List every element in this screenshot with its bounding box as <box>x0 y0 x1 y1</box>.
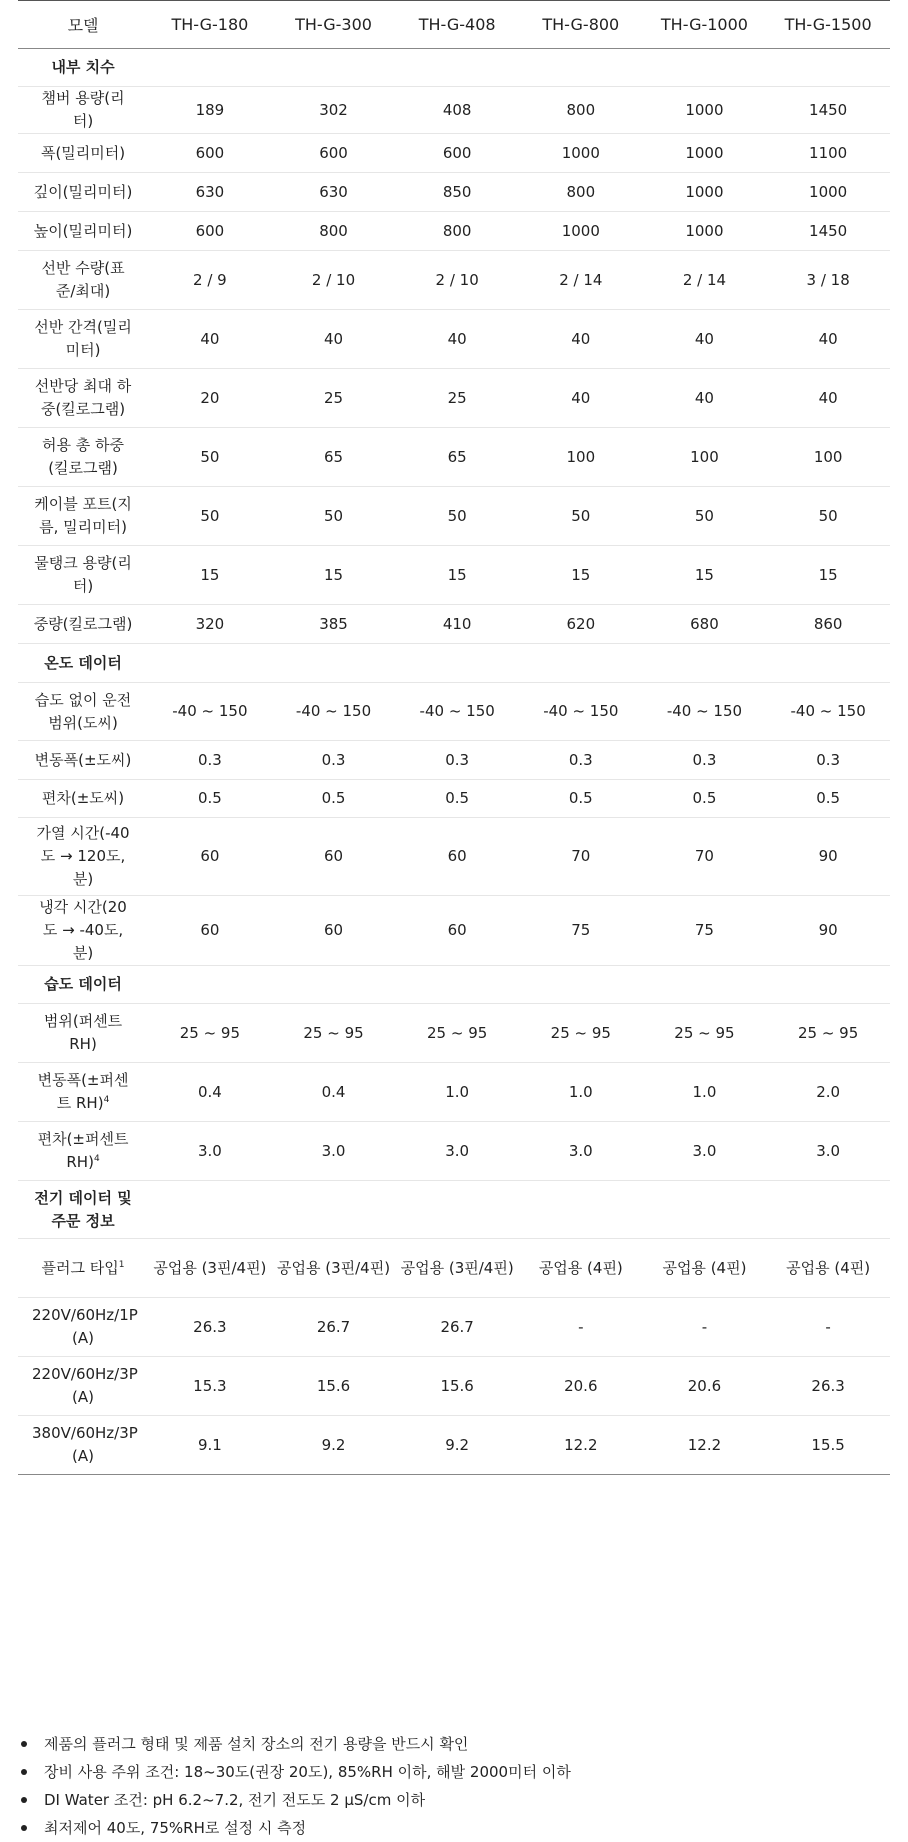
value-cell: 3.0 <box>643 1122 767 1181</box>
table-row <box>18 487 890 546</box>
value-cell: 1000 <box>519 212 643 251</box>
value-cell: 26.7 <box>272 1298 396 1357</box>
empty-cell <box>519 644 643 683</box>
value-cell: 20.6 <box>643 1357 767 1416</box>
value-cell: 1.0 <box>519 1063 643 1122</box>
footnote-text: 장비 사용 주위 조건: 18~30도(권장 20도), 85%RH 이하, 해발 2000미터 이하 <box>44 1763 571 1781</box>
empty-cell <box>272 966 396 1004</box>
table-row <box>18 310 890 369</box>
empty-cell <box>272 644 396 683</box>
value-cell: - <box>766 1298 890 1357</box>
footnote-item <box>18 1786 890 1814</box>
value-cell: 3.0 <box>766 1122 890 1181</box>
value-cell: 0.3 <box>148 741 272 780</box>
table-row <box>18 683 890 741</box>
value-cell: 20 <box>148 369 272 428</box>
value-cell: 600 <box>148 134 272 173</box>
value-cell: 680 <box>643 605 767 644</box>
value-cell: 15 <box>148 546 272 605</box>
empty-cell <box>395 49 519 87</box>
value-cell: 26.7 <box>395 1298 519 1357</box>
value-cell: 60 <box>395 896 519 966</box>
value-cell: 0.3 <box>272 741 396 780</box>
footnote-text: DI Water 조건: pH 6.2~7.2, 전기 전도도 2 μS/cm 이하 <box>44 1791 426 1809</box>
value-cell: 0.5 <box>395 780 519 818</box>
row-label-text: 220V/60Hz/1P (A) <box>32 1306 138 1347</box>
value-cell: 302 <box>272 87 396 134</box>
value-cell: 850 <box>395 173 519 212</box>
value-cell: 70 <box>519 818 643 896</box>
value-cell: 65 <box>272 428 396 487</box>
value-cell: 26.3 <box>148 1298 272 1357</box>
header-cell: TH-G-180 <box>148 1 272 49</box>
value-cell: 15.6 <box>395 1357 519 1416</box>
row-label-text: 습도 없이 운전 범위(도씨) <box>34 690 132 732</box>
value-cell: 50 <box>766 487 890 546</box>
value-cell: 25 ~ 95 <box>148 1004 272 1063</box>
value-cell: 70 <box>643 818 767 896</box>
value-cell: 189 <box>148 87 272 134</box>
value-cell: 600 <box>148 212 272 251</box>
row-label <box>18 546 148 605</box>
value-cell: 26.3 <box>766 1357 890 1416</box>
value-cell: 40 <box>519 369 643 428</box>
value-cell: -40 ~ 150 <box>272 683 396 741</box>
value-cell: 100 <box>643 428 767 487</box>
value-cell: 0.4 <box>148 1063 272 1122</box>
value-cell: 2.0 <box>766 1063 890 1122</box>
value-cell: 3 / 18 <box>766 251 890 310</box>
empty-cell <box>643 966 767 1004</box>
table-header-row <box>18 1 890 49</box>
value-cell: 1450 <box>766 212 890 251</box>
row-label <box>18 251 148 310</box>
value-cell: 1000 <box>643 212 767 251</box>
value-cell: 1.0 <box>643 1063 767 1122</box>
header-cell-model: 모델 <box>18 1 148 49</box>
row-label <box>18 818 148 896</box>
table-row <box>18 369 890 428</box>
value-cell: 0.3 <box>643 741 767 780</box>
row-label-text: 가열 시간(-40도 → 120도, 분) <box>36 824 130 888</box>
row-label-text: 높이(밀리미터) <box>33 221 133 240</box>
value-cell: 공업용 (4핀) <box>643 1239 767 1298</box>
value-cell: 1000 <box>643 87 767 134</box>
empty-cell <box>766 966 890 1004</box>
value-cell: 50 <box>395 487 519 546</box>
table-row <box>18 605 890 644</box>
value-cell: 60 <box>395 818 519 896</box>
row-label <box>18 487 148 546</box>
spec-table-body <box>18 49 890 1475</box>
value-cell: 40 <box>148 310 272 369</box>
value-cell: 90 <box>766 896 890 966</box>
table-row <box>18 87 890 134</box>
value-cell: 15 <box>395 546 519 605</box>
value-cell: 408 <box>395 87 519 134</box>
value-cell: -40 ~ 150 <box>643 683 767 741</box>
empty-cell <box>148 966 272 1004</box>
empty-cell <box>272 1181 396 1239</box>
row-label <box>18 1063 148 1122</box>
value-cell: 40 <box>766 310 890 369</box>
header-cell: TH-G-800 <box>519 1 643 49</box>
section-header-row <box>18 966 890 1004</box>
value-cell: 600 <box>395 134 519 173</box>
value-cell: 60 <box>148 818 272 896</box>
value-cell: 2 / 10 <box>395 251 519 310</box>
value-cell: 15.5 <box>766 1416 890 1475</box>
row-label-text: 허용 총 하중(킬로그램) <box>42 436 125 477</box>
value-cell: 15 <box>519 546 643 605</box>
value-cell: 75 <box>643 896 767 966</box>
section-header-row <box>18 1181 890 1239</box>
row-label-text: 선반당 최대 하중(킬로그램) <box>34 377 132 418</box>
empty-cell <box>272 49 396 87</box>
footnote-item <box>18 1730 890 1758</box>
value-cell: 410 <box>395 605 519 644</box>
section-header-row <box>18 49 890 87</box>
table-row <box>18 741 890 780</box>
section-title: 온도 데이터 <box>18 644 148 683</box>
empty-cell <box>395 644 519 683</box>
row-label-text: 220V/60Hz/3P (A) <box>32 1365 138 1406</box>
value-cell: 75 <box>519 896 643 966</box>
value-cell: -40 ~ 150 <box>395 683 519 741</box>
table-row <box>18 1298 890 1357</box>
value-cell: 50 <box>643 487 767 546</box>
value-cell: 0.3 <box>766 741 890 780</box>
row-label-text: 깊이(밀리미터) <box>33 182 133 201</box>
value-cell: 25 ~ 95 <box>643 1004 767 1063</box>
value-cell: 50 <box>148 428 272 487</box>
row-label <box>18 310 148 369</box>
row-label <box>18 1298 148 1357</box>
value-cell: 15.6 <box>272 1357 396 1416</box>
value-cell: 860 <box>766 605 890 644</box>
table-row <box>18 173 890 212</box>
value-cell: 1000 <box>519 134 643 173</box>
value-cell: 25 ~ 95 <box>519 1004 643 1063</box>
value-cell: 15 <box>766 546 890 605</box>
row-label-text: 챔버 용량(리터) <box>41 89 125 130</box>
row-label <box>18 1239 148 1298</box>
empty-cell <box>395 1181 519 1239</box>
table-row <box>18 1357 890 1416</box>
value-cell: 9.1 <box>148 1416 272 1475</box>
row-label-text: 변동폭(±도씨) <box>34 750 132 769</box>
row-label <box>18 212 148 251</box>
value-cell: 90 <box>766 818 890 896</box>
value-cell: 800 <box>272 212 396 251</box>
value-cell: -40 ~ 150 <box>519 683 643 741</box>
row-label <box>18 87 148 134</box>
value-cell: 40 <box>272 310 396 369</box>
footnote-item <box>18 1758 890 1786</box>
value-cell: 800 <box>395 212 519 251</box>
value-cell: 60 <box>148 896 272 966</box>
value-cell: 1450 <box>766 87 890 134</box>
row-label-text: 편차(±퍼센트 RH) <box>37 1130 129 1171</box>
row-label <box>18 1004 148 1063</box>
footnote-marker: 1 <box>118 1259 125 1270</box>
value-cell: 9.2 <box>272 1416 396 1475</box>
value-cell: 65 <box>395 428 519 487</box>
value-cell: 0.5 <box>272 780 396 818</box>
header-cell: TH-G-300 <box>272 1 396 49</box>
value-cell: 620 <box>519 605 643 644</box>
value-cell: 공업용 (3핀/4핀) <box>148 1239 272 1298</box>
empty-cell <box>643 644 767 683</box>
row-label-text: 물탱크 용량(리터) <box>34 554 132 595</box>
value-cell: 12.2 <box>519 1416 643 1475</box>
value-cell: 320 <box>148 605 272 644</box>
value-cell: 100 <box>519 428 643 487</box>
value-cell: 3.0 <box>272 1122 396 1181</box>
value-cell: 40 <box>766 369 890 428</box>
value-cell: 385 <box>272 605 396 644</box>
value-cell: 800 <box>519 87 643 134</box>
header-cell: TH-G-408 <box>395 1 519 49</box>
section-header-row <box>18 644 890 683</box>
value-cell: 25 <box>395 369 519 428</box>
bullet-icon <box>21 1797 27 1803</box>
table-row <box>18 818 890 896</box>
table-row <box>18 546 890 605</box>
value-cell: 15.3 <box>148 1357 272 1416</box>
spec-table-container <box>18 0 890 1475</box>
table-row <box>18 251 890 310</box>
value-cell: 3.0 <box>148 1122 272 1181</box>
value-cell: 15 <box>643 546 767 605</box>
row-label-text: 편차(±도씨) <box>41 789 125 807</box>
value-cell: - <box>519 1298 643 1357</box>
row-label <box>18 1122 148 1181</box>
empty-cell <box>148 644 272 683</box>
empty-cell <box>766 49 890 87</box>
footnote-marker: 4 <box>93 1154 100 1164</box>
value-cell: 3.0 <box>395 1122 519 1181</box>
row-label <box>18 173 148 212</box>
row-label <box>18 896 148 966</box>
value-cell: 25 ~ 95 <box>395 1004 519 1063</box>
footnote-marker: 4 <box>103 1095 110 1105</box>
row-label <box>18 134 148 173</box>
value-cell: 800 <box>519 173 643 212</box>
empty-cell <box>395 966 519 1004</box>
value-cell: 2 / 9 <box>148 251 272 310</box>
value-cell: 1000 <box>643 173 767 212</box>
value-cell: 0.5 <box>643 780 767 818</box>
row-label-text: 폭(밀리미터) <box>40 143 126 162</box>
value-cell: 25 ~ 95 <box>766 1004 890 1063</box>
value-cell: 60 <box>272 818 396 896</box>
value-cell: 2 / 10 <box>272 251 396 310</box>
value-cell: 600 <box>272 134 396 173</box>
value-cell: -40 ~ 150 <box>148 683 272 741</box>
section-title: 전기 데이터 및 주문 정보 <box>18 1181 148 1239</box>
empty-cell <box>519 966 643 1004</box>
table-row <box>18 212 890 251</box>
value-cell: -40 ~ 150 <box>766 683 890 741</box>
row-label <box>18 780 148 818</box>
value-cell: 1100 <box>766 134 890 173</box>
empty-cell <box>766 1181 890 1239</box>
row-label <box>18 369 148 428</box>
header-cell: TH-G-1500 <box>766 1 890 49</box>
row-label-text: 380V/60Hz/3P (A) <box>32 1424 138 1465</box>
value-cell: 40 <box>643 310 767 369</box>
value-cell: 0.4 <box>272 1063 396 1122</box>
table-row <box>18 780 890 818</box>
spec-table <box>18 0 890 1475</box>
table-row <box>18 134 890 173</box>
row-label <box>18 605 148 644</box>
value-cell: 0.5 <box>148 780 272 818</box>
row-label <box>18 741 148 780</box>
value-cell: 공업용 (4핀) <box>766 1239 890 1298</box>
table-row <box>18 896 890 966</box>
row-label <box>18 428 148 487</box>
value-cell: 공업용 (3핀/4핀) <box>395 1239 519 1298</box>
value-cell: 630 <box>148 173 272 212</box>
value-cell: 100 <box>766 428 890 487</box>
value-cell: 20.6 <box>519 1357 643 1416</box>
value-cell: 1000 <box>766 173 890 212</box>
value-cell: 1000 <box>643 134 767 173</box>
value-cell: 40 <box>395 310 519 369</box>
value-cell: 0.3 <box>519 741 643 780</box>
row-label-text: 선반 수량(표준/최대) <box>41 259 125 300</box>
bullet-icon <box>21 1769 27 1775</box>
section-title: 내부 치수 <box>18 49 148 87</box>
empty-cell <box>519 1181 643 1239</box>
empty-cell <box>148 49 272 87</box>
value-cell: 25 ~ 95 <box>272 1004 396 1063</box>
row-label-text: 변동폭(±퍼센트 RH) <box>37 1071 129 1112</box>
value-cell: 40 <box>643 369 767 428</box>
row-label-text: 선반 간격(밀리미터) <box>34 318 132 359</box>
value-cell: 3.0 <box>519 1122 643 1181</box>
value-cell: 15 <box>272 546 396 605</box>
bullet-icon <box>21 1741 27 1747</box>
table-row <box>18 1004 890 1063</box>
value-cell: 공업용 (3핀/4핀) <box>272 1239 396 1298</box>
table-row <box>18 428 890 487</box>
row-label <box>18 683 148 741</box>
empty-cell <box>519 49 643 87</box>
footnote-text: 제품의 플러그 형태 및 제품 설치 장소의 전기 용량을 반드시 확인 <box>44 1735 469 1753</box>
value-cell: 2 / 14 <box>519 251 643 310</box>
value-cell: 2 / 14 <box>643 251 767 310</box>
value-cell: 50 <box>148 487 272 546</box>
section-title: 습도 데이터 <box>18 966 148 1004</box>
value-cell: 40 <box>519 310 643 369</box>
value-cell: 0.5 <box>766 780 890 818</box>
row-label-text: 케이블 포트(지름, 밀리미터) <box>34 495 132 536</box>
empty-cell <box>766 644 890 683</box>
row-label-text: 중량(킬로그램) <box>33 614 133 633</box>
value-cell: 0.3 <box>395 741 519 780</box>
footnote-list <box>18 1730 890 1842</box>
table-row <box>18 1122 890 1181</box>
value-cell: 50 <box>272 487 396 546</box>
value-cell: 25 <box>272 369 396 428</box>
value-cell: 공업용 (4핀) <box>519 1239 643 1298</box>
value-cell: 0.5 <box>519 780 643 818</box>
table-row <box>18 1416 890 1475</box>
footnote-text: 최저제어 40도, 75%RH로 설정 시 측정 <box>44 1819 307 1837</box>
value-cell: 9.2 <box>395 1416 519 1475</box>
table-row <box>18 1063 890 1122</box>
header-cell: TH-G-1000 <box>643 1 767 49</box>
bullet-icon <box>21 1825 27 1831</box>
value-cell: 50 <box>519 487 643 546</box>
empty-cell <box>643 1181 767 1239</box>
empty-cell <box>643 49 767 87</box>
table-row <box>18 1239 890 1298</box>
value-cell: 630 <box>272 173 396 212</box>
row-label-text: 범위(퍼센트 RH) <box>43 1012 123 1053</box>
row-label <box>18 1416 148 1475</box>
row-label <box>18 1357 148 1416</box>
value-cell: - <box>643 1298 767 1357</box>
value-cell: 60 <box>272 896 396 966</box>
empty-cell <box>148 1181 272 1239</box>
row-label-text: 플러그 타입 <box>41 1258 119 1277</box>
row-label-text: 냉각 시간(20도 → -40도, 분) <box>39 898 127 962</box>
value-cell: 1.0 <box>395 1063 519 1122</box>
value-cell: 12.2 <box>643 1416 767 1475</box>
